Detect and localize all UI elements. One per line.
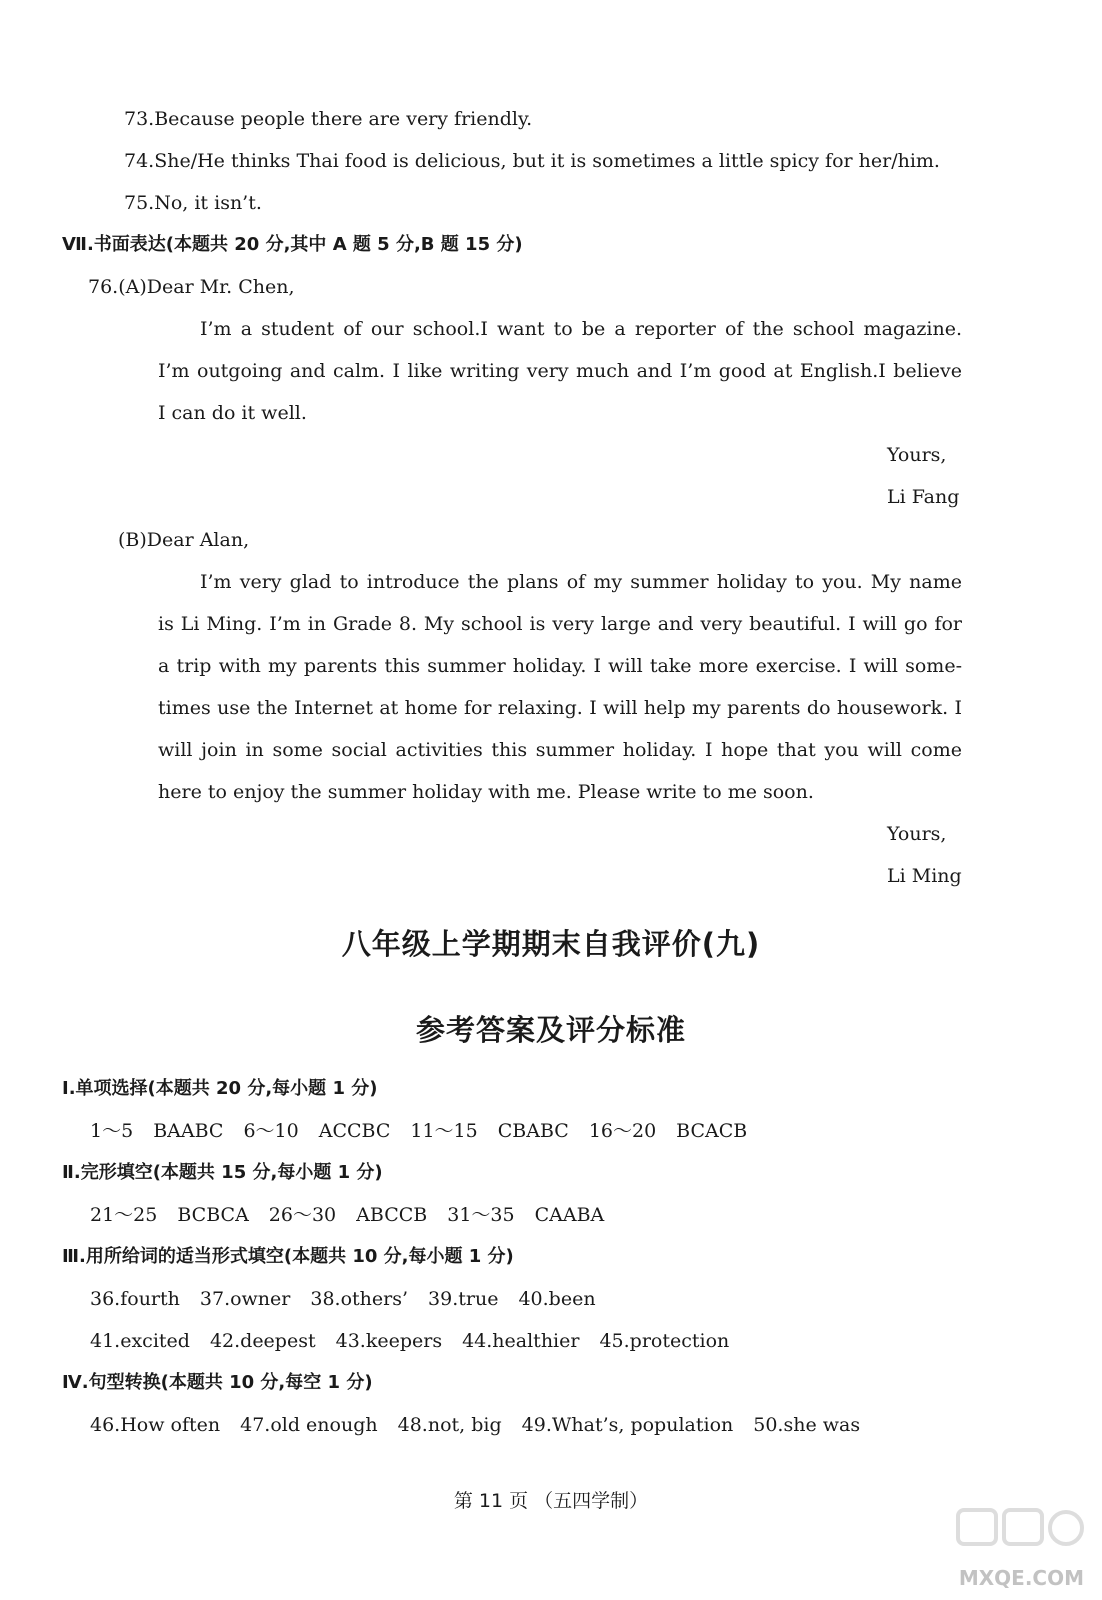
letter-a-closing: Yours, — [887, 444, 947, 466]
letter-a-line: I can do it well. — [158, 402, 307, 424]
answer-item: 45.protection — [599, 1330, 730, 1352]
answer-range: 21～25 — [90, 1204, 158, 1226]
section-2-heading: Ⅱ.完形填空(本题共 15 分,每小题 1 分) — [62, 1162, 383, 1183]
letter-a-greeting: 76.(A)Dear Mr. Chen, — [88, 276, 295, 298]
answer-key: ACCBC — [318, 1120, 391, 1142]
section-3-heading: Ⅲ.用所给词的适当形式填空(本题共 10 分,每小题 1 分) — [62, 1246, 514, 1267]
section-7-heading: Ⅶ.书面表达(本题共 20 分,其中 A 题 5 分,B 题 15 分) — [62, 234, 523, 255]
letter-a-line: I’m outgoing and calm. I like writing very much and I’m good at English.I believe — [158, 360, 962, 382]
answer-range: 6～10 — [243, 1120, 299, 1142]
answer-item: 42.deepest — [209, 1330, 316, 1352]
answer-range: 1～5 — [90, 1120, 134, 1142]
answer-item: 39.true — [428, 1288, 499, 1310]
answer-item: 48.not, big — [397, 1414, 502, 1436]
section-1-heading: Ⅰ.单项选择(本题共 20 分,每小题 1 分) — [62, 1078, 378, 1099]
letter-b-line: I’m very glad to introduce the plans of my summer holiday to you. My name — [200, 571, 962, 593]
answer-74: 74.She/He thinks Thai food is delicious, but it is sometimes a little spicy for her/him. — [124, 150, 940, 172]
sub-title: 参考答案及评分标准 — [415, 1013, 686, 1047]
main-title: 八年级上学期期末自我评价(九) — [341, 927, 761, 961]
letter-a-line: I’m a student of our school.I want to be a reporter of the school magazine. — [200, 318, 962, 340]
answer-item: 50.she was — [753, 1414, 861, 1436]
answer-item: 46.How often — [90, 1414, 221, 1436]
answer-range: 16～20 — [588, 1120, 657, 1142]
answer-key: CBABC — [497, 1120, 569, 1142]
section-3-answers-row1 — [90, 1287, 616, 1311]
answer-key: CAABA — [534, 1204, 605, 1226]
answer-item: 44.healthier — [462, 1330, 580, 1352]
watermark-url: MXQE.COM — [958, 1566, 1084, 1590]
answer-73: 73.Because people there are very friendly. — [124, 108, 533, 130]
letter-a-signature: Li Fang — [887, 486, 960, 508]
answer-item: 49.What’s, population — [521, 1414, 734, 1436]
section-4-heading: Ⅳ.句型转换(本题共 10 分,每空 1 分) — [62, 1372, 373, 1393]
answer-item: 36.fourth — [90, 1288, 180, 1310]
letter-b-greeting: (B)Dear Alan, — [118, 529, 250, 551]
answer-item: 41.excited — [90, 1330, 190, 1352]
answer-key: ABCCB — [356, 1204, 428, 1226]
answer-key: BAABC — [153, 1120, 224, 1142]
school-system: （五四学制） — [534, 1490, 649, 1512]
page-number: 第 11 页 — [453, 1490, 529, 1512]
section-2-answers — [90, 1203, 624, 1227]
answer-range: 31～35 — [447, 1204, 515, 1226]
section-3-answers-row2 — [90, 1329, 749, 1353]
letter-b-line: a trip with my parents this summer holiday. I will take more exercise. I will some- — [158, 655, 962, 677]
letter-b-line: times use the Internet at home for relaxing. I will help my parents do housework. I — [158, 697, 962, 719]
section-1-answers — [90, 1119, 767, 1143]
letter-b-signature: Li Ming — [887, 865, 962, 887]
letter-b-line: here to enjoy the summer holiday with me. Please write to me soon. — [158, 781, 814, 803]
answer-item: 43.keepers — [335, 1330, 443, 1352]
answer-key: BCBCA — [177, 1204, 249, 1226]
section-4-answers — [90, 1413, 880, 1437]
letter-b-closing: Yours, — [887, 823, 947, 845]
answer-item: 37.owner — [199, 1288, 291, 1310]
answer-range: 11～15 — [410, 1120, 478, 1142]
letter-b-line: will join in some social activities this summer holiday. I hope that you will come — [158, 739, 962, 761]
letter-b-line: is Li Ming. I’m in Grade 8. My school is very large and very beautiful. I will go for — [158, 613, 962, 635]
answer-75: 75.No, it isn’t. — [124, 192, 262, 214]
answer-item: 47.old enough — [240, 1414, 378, 1436]
answer-key: BCACB — [676, 1120, 748, 1142]
answer-range: 26～30 — [268, 1204, 337, 1226]
answer-item: 38.others’ — [310, 1288, 409, 1310]
answer-item: 40.been — [518, 1288, 596, 1310]
